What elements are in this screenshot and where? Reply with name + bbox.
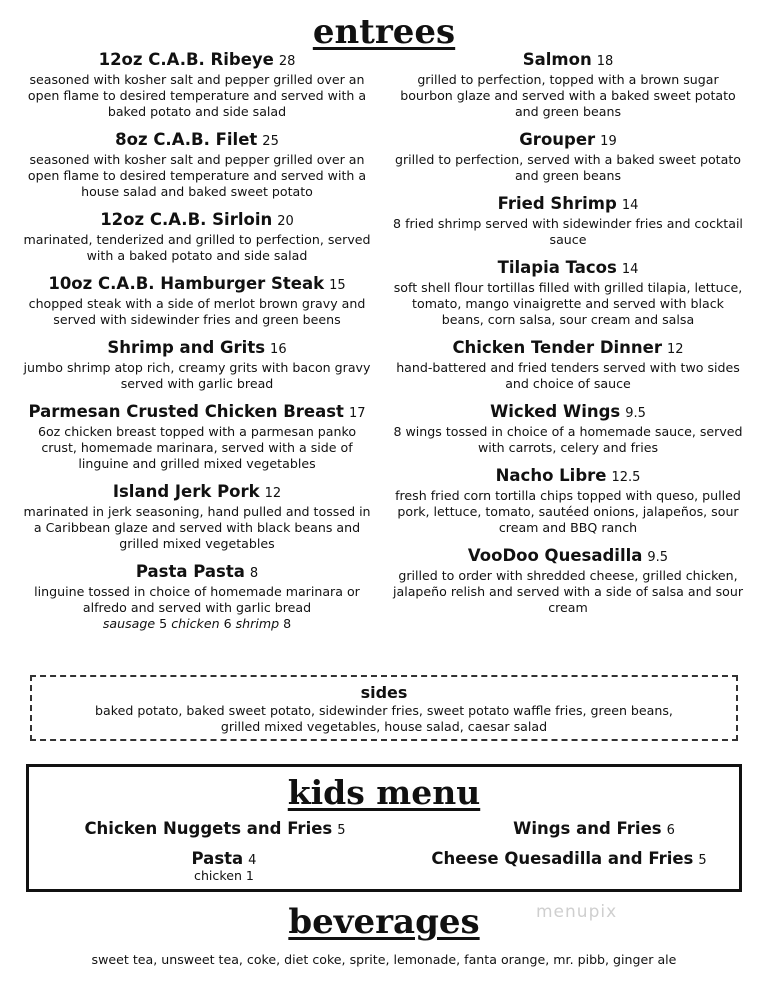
menu-item [393,402,743,456]
item-price: 17 [348,406,366,421]
item-add-ons [22,616,372,632]
menu-item [393,466,743,536]
item-price: 12 [264,486,282,501]
kids-item [149,849,299,884]
item-description: 8 fried shrimp served with sidewinder fries and cocktail sauce [393,216,743,247]
sides-list-line: baked potato, baked sweet potato, sidewinder fries, sweet potato waffle fries, green beans, [95,703,673,718]
item-description: linguine tossed in choice of homemade marinara or alfredo and served with garlic bread [34,584,360,615]
item-description: seasoned with kosher salt and pepper grilled over an open flame to desired temperature and served with a house salad and baked sweet potato [27,152,367,199]
kids-item-add-on: chicken 1 [194,868,254,883]
kids-item-price: 6 [666,823,675,838]
kids-item [479,819,709,838]
item-price: 20 [277,214,294,229]
item-description: hand-battered and fried tenders served with two sides and choice of sauce [396,360,740,391]
item-name: Wicked Wings [490,402,621,421]
item-name: 10oz C.A.B. Hamburger Steak [48,274,325,293]
menu-item [393,130,743,184]
item-price: 12 [667,342,684,357]
item-name: 8oz C.A.B. Filet [115,130,258,149]
item-price: 9.5 [647,550,669,565]
kids-item-name: Chicken Nuggets and Fries [84,819,333,838]
add-on-price: 8 [283,616,292,631]
beverages-title: beverages [288,902,480,942]
item-name: Island Jerk Pork [112,482,260,501]
kids-item-name: Wings and Fries [513,819,662,838]
kids-item-price: 4 [248,853,257,868]
item-name: Fried Shrimp [497,194,617,213]
menu-item [22,130,372,200]
item-price: 16 [270,342,287,357]
item-description: chopped steak with a side of merlot brown gravy and served with sidewinder fries and green beens [28,296,366,327]
item-description: jumbo shrimp atop rich, creamy grits with bacon gravy served with garlic bread [23,360,371,391]
item-price: 8 [249,566,259,581]
item-name: Nacho Libre [495,466,607,485]
menu-item [393,546,743,616]
item-description: marinated, tenderized and grilled to perfection, served with a baked potato and side salad [23,232,371,263]
menu-item [22,482,372,552]
menu-item [22,274,372,328]
item-name: Salmon [522,50,592,69]
item-name: Grouper [519,130,596,149]
item-description: 6oz chicken breast topped with a parmesan panko crust, homemade marinara, served with a side of linguine and grilled mixed vegetables [37,424,357,471]
item-name: Shrimp and Grits [107,338,266,357]
item-price: 9.5 [625,406,646,421]
item-price: 18 [596,54,614,69]
menu-item [393,338,743,392]
sides-list-line: grilled mixed vegetables, house salad, caesar salad [220,719,548,734]
kids-menu-box [26,764,742,892]
item-name: VooDoo Quesadilla [467,546,643,565]
item-description: fresh fried corn tortilla chips topped with queso, pulled pork, lettuce, tomato, sautéed onions, jalapeños, sour cream and BBQ ranch [395,488,741,535]
menu-item [22,338,372,392]
entrees-right-column [393,50,743,626]
menu-item [22,562,372,632]
menu-item [22,50,372,120]
watermark: menupix [536,902,618,922]
item-price: 28 [278,54,296,69]
add-on-label: chicken [171,616,220,631]
item-price: 25 [262,134,279,149]
item-price: 15 [329,278,346,293]
item-description: 8 wings tossed in choice of a homemade sauce, served with carrots, celery and fries [393,424,743,455]
item-description: grilled to perfection, topped with a brown sugar bourbon glaze and served with a baked sweet potato and green beans [400,72,736,119]
kids-item-name: Pasta [191,849,244,868]
item-price: 14 [621,262,639,277]
item-name: 12oz C.A.B. Ribeye [98,50,274,69]
kids-menu-title: kids menu [287,773,481,812]
item-name: 12oz C.A.B. Sirloin [100,210,273,229]
menu-item [22,210,372,264]
add-on-price: 6 [223,616,232,631]
kids-item-name: Cheese Quesadilla and Fries [431,849,694,868]
item-price: 12.5 [611,470,641,485]
kids-item-price: 5 [698,853,707,868]
add-on-label: sausage [102,616,156,631]
sides-box [30,675,738,741]
menu-item [393,194,743,248]
item-price: 14 [621,198,639,213]
entrees-title: entrees [312,12,456,52]
beverages-list: sweet tea, unsweet tea, coke, diet coke, sprite, lemonade, fanta orange, mr. pibb, ginger ale [91,952,677,967]
item-name: Chicken Tender Dinner [452,338,662,357]
menu-item [393,50,743,120]
item-price: 19 [600,134,617,149]
kids-item [419,849,719,868]
entrees-left-column [22,50,372,642]
kids-item-price: 5 [337,823,346,838]
item-name: Pasta Pasta [135,562,245,581]
menu-item [22,402,372,472]
item-name: Parmesan Crusted Chicken Breast [28,402,344,421]
menu-item [393,258,743,328]
item-description: soft shell flour tortillas filled with grilled tilapia, lettuce, tomato, mango vinaigrette and served with black beans, corn salsa, sour cream and salsa [393,280,743,327]
item-description: marinated in jerk seasoning, hand pulled and tossed in a Caribbean glaze and served with black beans and grilled mixed vegetables [23,504,371,551]
add-on-label: shrimp [235,616,280,631]
item-description: grilled to perfection, served with a baked sweet potato and green beans [395,152,741,183]
sides-title: sides [360,683,408,702]
item-name: Tilapia Tacos [497,258,617,277]
item-description: seasoned with kosher salt and pepper grilled over an open flame to desired temperature and served with a baked potato and side salad [27,72,367,119]
kids-item [65,819,365,838]
add-on-price: 5 [159,616,168,631]
item-description: grilled to order with shredded cheese, grilled chicken, jalapeño relish and served with a side of salsa and sour cream [393,568,744,615]
